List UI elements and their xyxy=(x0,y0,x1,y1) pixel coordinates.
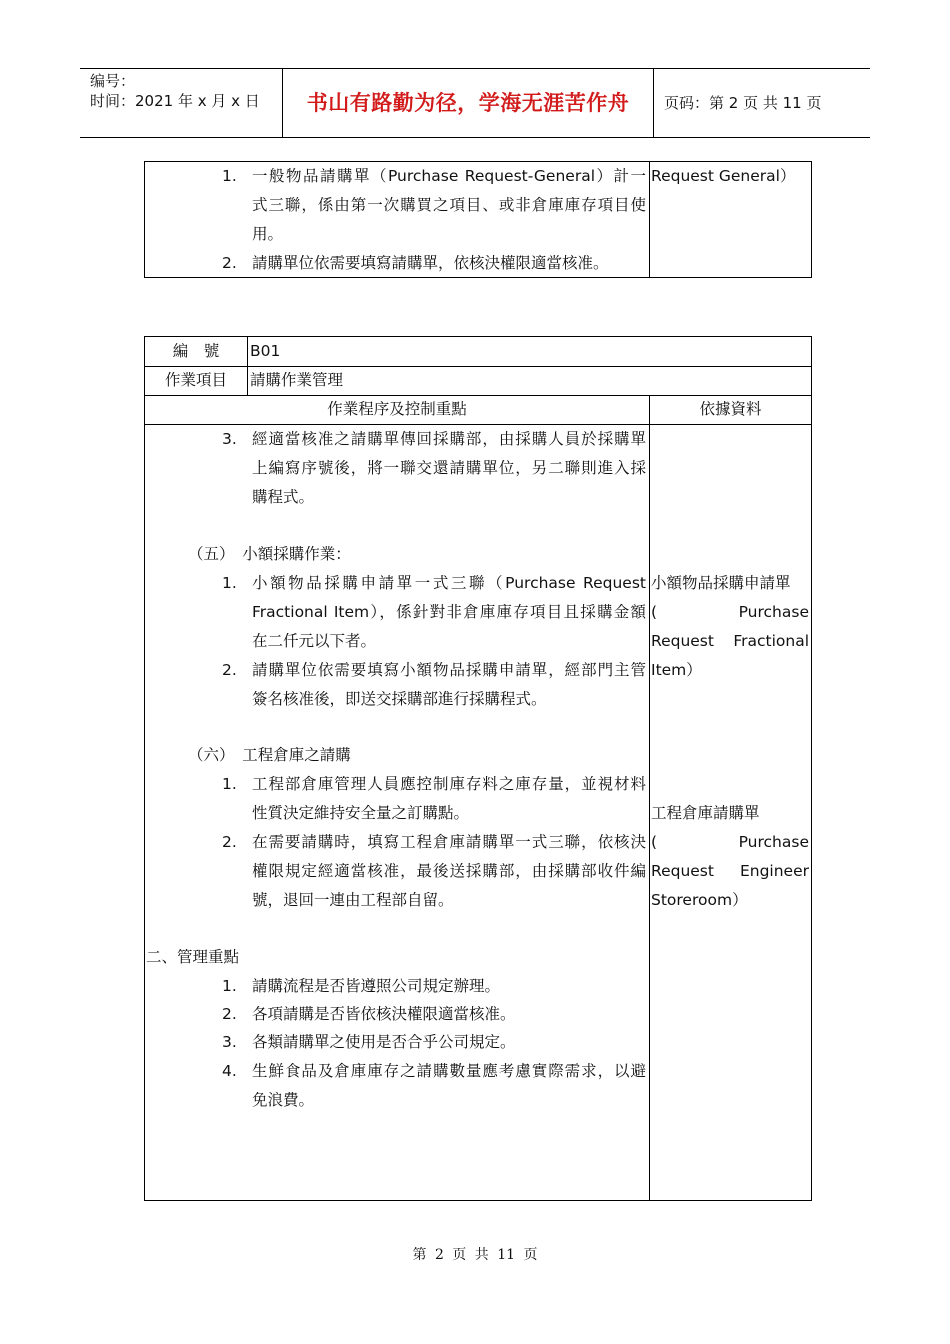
list-item-line: 各項請購是否皆依核決權限適當核准。 xyxy=(252,1005,516,1023)
list-item-line: 各類請購單之使用是否合乎公司規定。 xyxy=(252,1033,516,1051)
reference-line: Item） xyxy=(651,661,702,679)
list-number: 1. xyxy=(222,775,237,793)
management-heading: 二、管理重點 xyxy=(146,948,240,966)
content-column-divider xyxy=(649,395,650,1201)
list-item-line: 性質決定維持安全量之訂購點。 xyxy=(252,804,470,822)
list-item-line: 權限規定經適當核准，最後送採購部，由採購部收件編 xyxy=(252,862,646,880)
reference-line: 工程倉庫請購單 xyxy=(651,804,760,822)
reference-column-header: 依據資料 xyxy=(699,400,762,418)
list-item-line: 用。 xyxy=(252,225,284,243)
reference-line: Request Engineer xyxy=(651,862,809,880)
reference-text: Request General） xyxy=(651,167,796,185)
header-info xyxy=(80,69,283,137)
list-item-line: 號，退回一連由工程部自留。 xyxy=(252,891,454,909)
list-item-line: 一般物品請購單（Purchase Request-General）計一 xyxy=(252,167,646,185)
list-number: 2. xyxy=(222,833,237,851)
section-heading: （六） 工程倉庫之請購 xyxy=(188,746,351,764)
code-value: B01 xyxy=(250,342,281,360)
list-number: 1. xyxy=(222,977,237,995)
list-item-line: 經適當核准之請購單傳回採購部，由採購人員於採購單 xyxy=(252,430,646,448)
header-motto: 书山有路勤为径，学海无涯苦作舟 xyxy=(283,69,654,137)
procedure-column-header: 作業程序及控制重點 xyxy=(327,400,467,418)
list-item-line: 購程式。 xyxy=(252,488,315,506)
reference-line: Request Fractional xyxy=(651,632,809,650)
list-item-line: 在需要請購時，填寫工程倉庫請購單一式三聯，依核決 xyxy=(252,833,646,851)
list-item-line: Fractional Item），係針對非倉庫庫存項目且採購金額 xyxy=(252,603,646,621)
list-number: 2. xyxy=(222,661,237,679)
document-time-label: 时间：2021 年 x 月 x 日 xyxy=(90,92,260,110)
list-item-line: 工程部倉庫管理人員應控制庫存料之庫存量，並視材料 xyxy=(252,775,646,793)
list-item-line: 請購單位依需要填寫小額物品採購申請單，經部門主管 xyxy=(252,661,646,679)
list-item-line: 免浪費。 xyxy=(252,1091,315,1109)
work-item-label: 作業項目 xyxy=(164,371,227,389)
reference-line: ( Purchase xyxy=(651,833,809,851)
list-number: 1. xyxy=(222,167,237,185)
section-heading: （五） 小額採購作業： xyxy=(188,545,351,563)
list-item-line: 式三聯，係由第一次購買之項目、或非倉庫庫存項目使 xyxy=(252,196,646,214)
list-item-line: 上編寫序號後，將一聯交還請購單位，另二聯則進入採 xyxy=(252,459,646,477)
page-footer: 第 2 页 共 11 页 xyxy=(412,1247,538,1263)
list-item-line: 生鮮食品及倉庫庫存之請購數量應考慮實際需求，以避 xyxy=(252,1062,646,1080)
list-number: 4. xyxy=(222,1062,237,1080)
list-number: 1. xyxy=(222,574,237,592)
page-header xyxy=(80,68,870,138)
reference-line: Storeroom） xyxy=(651,891,748,909)
list-number: 2. xyxy=(222,254,237,272)
list-item-line: 在二仟元以下者。 xyxy=(252,632,377,650)
list-item-line: 請購流程是否皆遵照公司規定辦理。 xyxy=(252,977,501,995)
work-item-value: 請購作業管理 xyxy=(250,371,344,389)
reference-line: ( Purchase xyxy=(651,603,809,621)
list-item-line: 小額物品採購申請單一式三聯（Purchase Request xyxy=(252,574,646,592)
list-number: 2. xyxy=(222,1005,237,1023)
list-number: 3. xyxy=(222,1033,237,1051)
list-number: 3. xyxy=(222,430,237,448)
header-page-number: 页码：第 2 页 共 11 页 xyxy=(664,94,822,112)
code-label: 編 號 xyxy=(172,342,220,360)
continuation-table-divider xyxy=(649,161,650,278)
list-item-line: 請購單位依需要填寫請購單，依核決權限適當核准。 xyxy=(252,254,609,272)
reference-line: 小額物品採購申請單 xyxy=(651,574,791,592)
list-item-line: 簽名核准後，即送交採購部進行採購程式。 xyxy=(252,690,547,708)
label-column-divider xyxy=(247,336,248,395)
document-number-label: 编号： xyxy=(90,72,136,90)
